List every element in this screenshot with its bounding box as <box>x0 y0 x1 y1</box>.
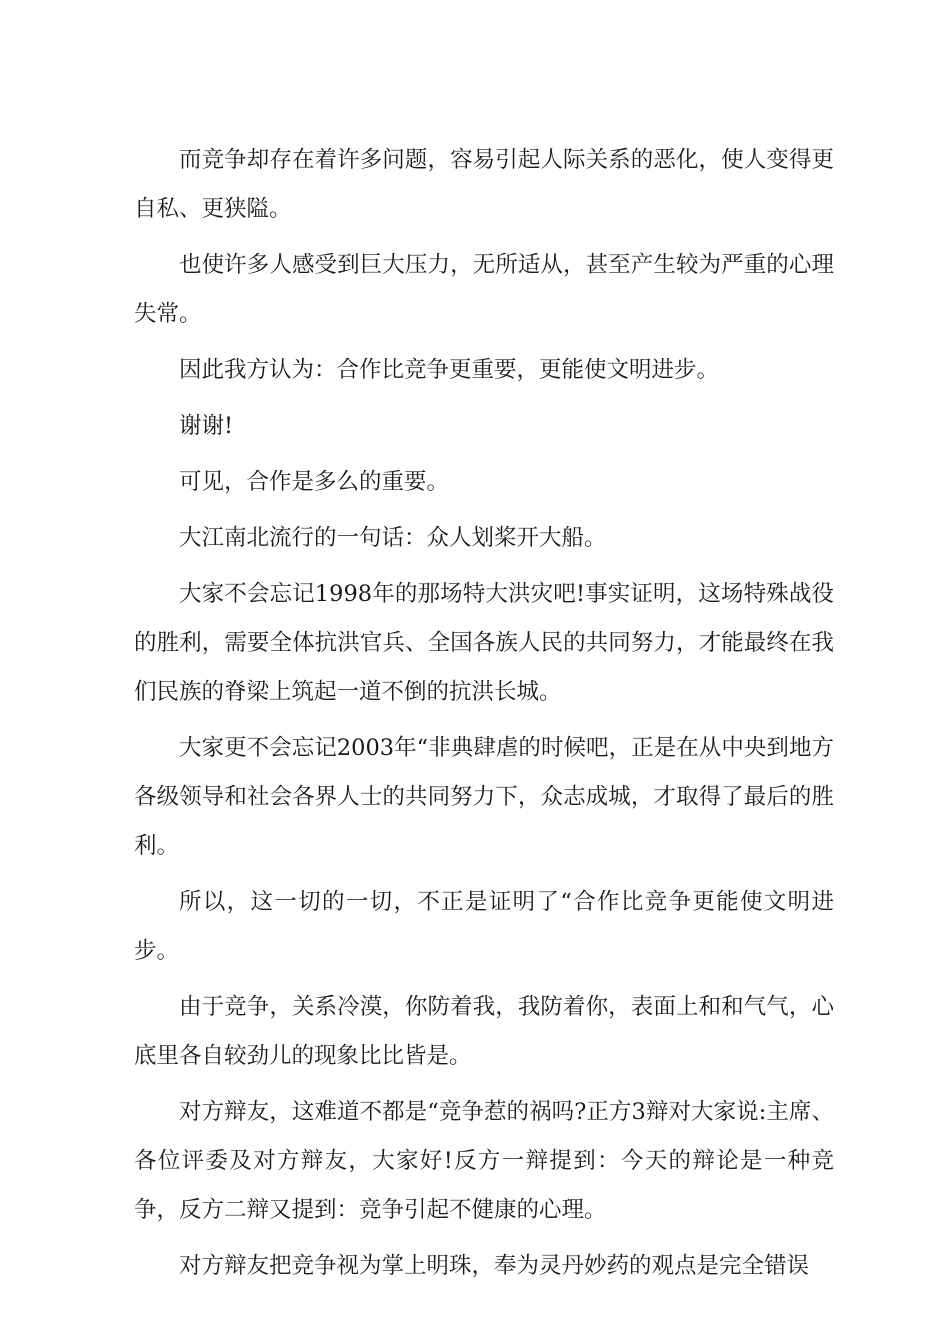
paragraph-1: 而竞争却存在着许多问题，容易引起人际关系的恶化，使人变得更自私、更狭隘。 <box>134 147 834 222</box>
paragraph-7: 大家不会忘记1998年的那场特大洪灾吧!事实证明，这场特殊战役的胜利，需要全体抗洪官兵、全国各族人民的共同努力，才能最终在我们民族的脊梁上筑起一道不倒的抗洪长城。 <box>134 581 834 705</box>
paragraph-2: 也使许多人感受到巨大压力，无所适从，甚至产生较为严重的心理失常。 <box>134 252 834 327</box>
paragraph-12: 对方辩友把竞争视为掌上明珠，奉为灵丹妙药的观点是完全错误 <box>179 1253 810 1279</box>
paragraph-3: 因此我方认为：合作比竞争更重要，更能使文明进步。 <box>179 357 720 383</box>
document-body <box>134 136 834 1298</box>
paragraph-5: 可见，合作是多么的重要。 <box>179 469 450 495</box>
paragraph-10: 由于竞争，关系冷漠，你防着我，我防着你，表面上和和气气，心底里各自较劲儿的现象比比皆是。 <box>134 994 834 1069</box>
paragraph-8: 大家更不会忘记2003年“非典肆虐的时候吧，正是在从中央到地方各级领导和社会各界人士的共同努力下，众志成城，才取得了最后的胜利。 <box>134 735 834 859</box>
paragraph-9: 所以，这一切的一切，不正是证明了“合作比竞争更能使文明进步。 <box>134 889 834 964</box>
paragraph-6: 大江南北流行的一句话：众人划桨开大船。 <box>179 525 607 551</box>
paragraph-4: 谢谢! <box>179 413 234 439</box>
paragraph-11: 对方辩友，这难道不都是“竞争惹的祸吗?正方3辩对大家说:主席、各位评委及对方辩友，大家好!反方一辩提到：今天的辩论是一种竞争，反方二辩又提到：竞争引起不健康的心理。 <box>134 1099 834 1223</box>
